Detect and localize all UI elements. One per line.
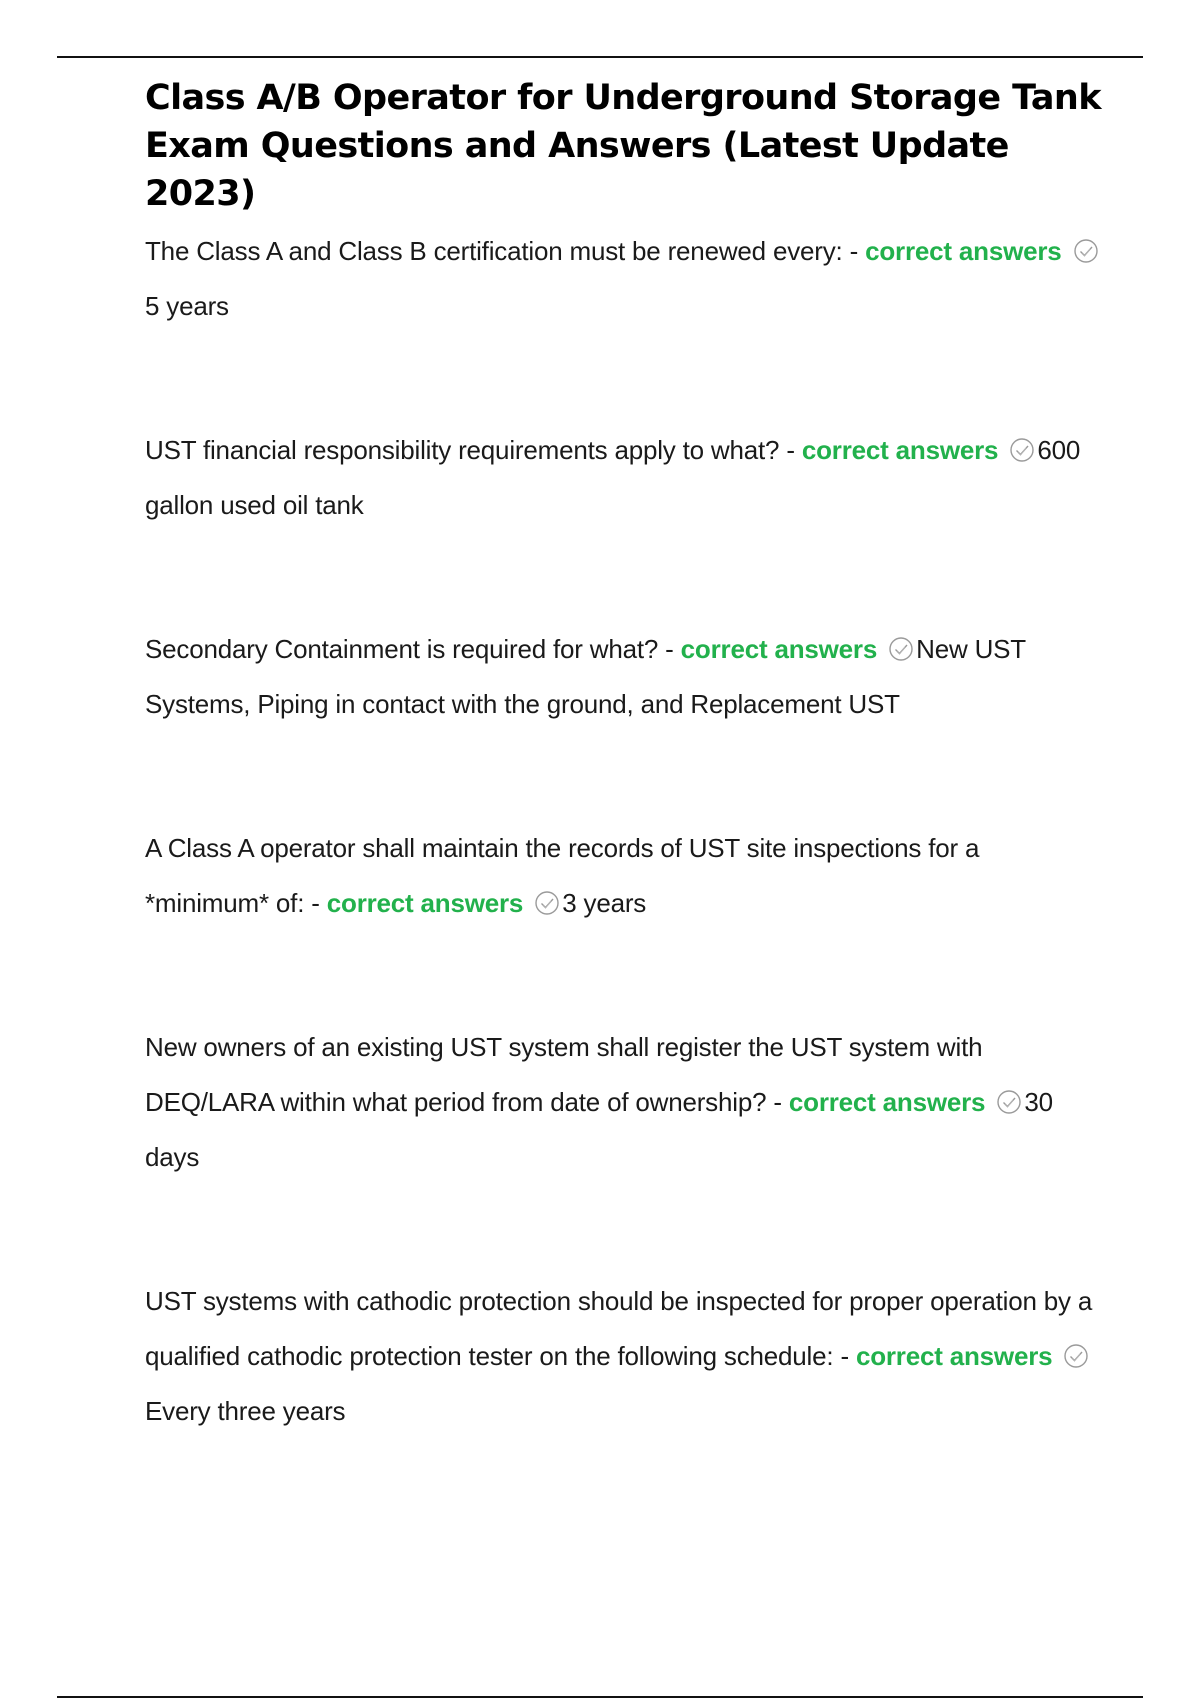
separator: - (840, 1341, 849, 1371)
answer-label: correct answers (855, 1341, 1053, 1371)
question-text: UST systems with cathodic protection should be inspected for proper operation by a qualified cathodic protection tester on the following schedule: (145, 1286, 1093, 1371)
answer-label: correct answers (865, 236, 1062, 266)
answer-text: Every three years (145, 1396, 346, 1426)
check-circle-icon (1073, 238, 1099, 264)
answer-label: correct answers (680, 634, 878, 664)
question-text: Secondary Containment is required for what? (145, 634, 659, 664)
qa-item (145, 423, 1105, 533)
qa-item (145, 1274, 1105, 1439)
question-text: A Class A operator shall maintain the records of UST site inspections for a *minimum* of: (145, 833, 980, 918)
separator: - (311, 888, 320, 918)
check-circle-icon (1063, 1343, 1089, 1369)
qa-item (145, 821, 1105, 931)
question-text: New owners of an existing UST system shall register the UST system with DEQ/LARA within what period from date of ownership? (145, 1032, 983, 1117)
bottom-rule (57, 1696, 1143, 1698)
answer-label: correct answers (801, 435, 999, 465)
answer-text: 600 gallon used oil tank (145, 435, 1081, 520)
answer-text: 5 years (145, 291, 229, 321)
answer-text: 30 days (145, 1087, 1053, 1172)
check-circle-icon (534, 890, 560, 916)
qa-item (145, 1020, 1105, 1185)
answer-text: 3 years (562, 888, 647, 918)
question-text: The Class A and Class B certification must be renewed every: (145, 236, 843, 266)
separator: - (665, 634, 674, 664)
check-circle-icon (996, 1089, 1022, 1115)
qa-item (145, 622, 1105, 732)
question-text: UST financial responsibility requirements apply to what? (145, 435, 780, 465)
document-body (145, 74, 1105, 1439)
check-circle-icon (888, 636, 914, 662)
answer-label: correct answers (326, 888, 524, 918)
separator: - (786, 435, 795, 465)
document-title: Class A/B Operator for Underground Storage Tank Exam Questions and Answers (Latest Update 2023) (145, 78, 1101, 214)
top-rule (57, 56, 1143, 58)
check-circle-icon (1009, 437, 1035, 463)
separator: - (773, 1087, 782, 1117)
answer-label: correct answers (788, 1087, 986, 1117)
qa-item (145, 224, 1105, 334)
answer-text: New UST Systems, Piping in contact with the ground, and Replacement UST (145, 634, 1026, 719)
separator: - (849, 236, 859, 266)
